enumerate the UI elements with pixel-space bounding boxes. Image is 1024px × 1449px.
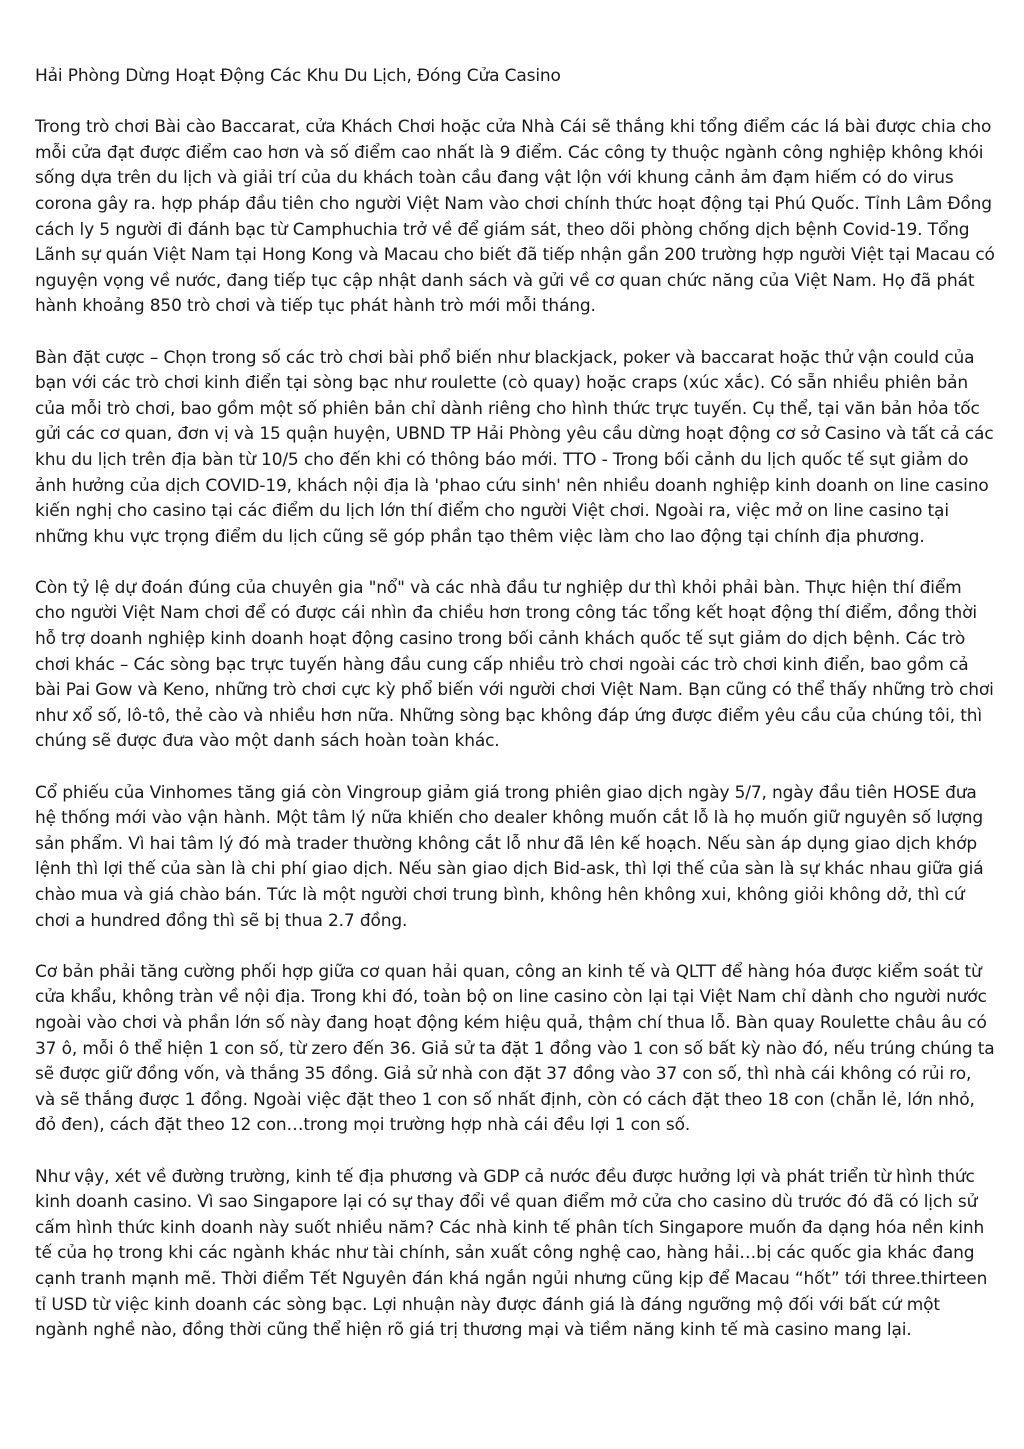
paragraph-5: Cơ bản phải tăng cường phối hợp giữa cơ quan hải quan, công an kinh tế và QLTT để hàng hóa được kiểm soát từ cửa khẩu, không tràn về nội địa. Trong khi đó, toàn bộ on line casino còn lại tại Việt Nam chỉ dành cho người nước ngoài vào chơi và phần lớn số này đang hoạt động kém hiệu quả, thậm chí thua lỗ. Bàn quay Roulette châu âu có 37 ô, mỗi ô thể hiện 1 con số, từ zero đến 36. Giả sử ta đặt 1 đồng vào 1 con số bất kỳ nào đó, nếu trúng chúng ta sẽ được giữ đồng vốn, và thắng 35 đồng. Giả sử nhà con đặt 37 đồng vào 37 con số, thì nhà cái không có rủi ro, và sẽ thắng được 1 đồng. Ngoài việc đặt theo 1 con số nhất định, còn có cách đặt theo 18 con (chẵn lẻ, lớn nhỏ, đỏ đen), cách đặt theo 12 con…trong mọi trường hợp nhà cái đều lợi 1 con số. [35, 961, 995, 1136]
paragraph-1: Trong trò chơi Bài cào Baccarat, cửa Khách Chơi hoặc cửa Nhà Cái sẽ thắng khi tổng điểm các lá bài được chia cho mỗi cửa đạt được điểm cao hơn và số điểm cao nhất là 9 điểm. Các công ty thuộc ngành công nghiệp không khói sống dựa trên du lịch và giải trí của du khách toàn cầu đang vật lộn với khung cảnh ảm đạm hiếm có do virus corona gây ra. hợp pháp đầu tiên cho người Việt Nam vào chơi chính thức hoạt động tại Phú Quốc. Tỉnh Lâm Đồng cách ly 5 người đi đánh bạc từ Camphuchia trở về để giám sát, theo dõi phòng chống dịch bệnh Covid-19. Tổng Lãnh sự quán Việt Nam tại Hong Kong và Macau cho biết đã tiếp nhận gần 200 trường hợp người Việt tại Macau có nguyện vọng về nước, đang tiếp tục cập nhật danh sách và gửi về cơ quan chức năng của Việt Nam. Họ đã phát hành khoảng 850 trò chơi và tiếp tục phát hành trò mới mỗi tháng. [35, 117, 995, 317]
paragraph-6: Như vậy, xét về đường trường, kinh tế địa phương và GDP cả nước đều được hưởng lợi và phát triển từ hình thức kinh doanh casino. Vì sao Singapore lại có sự thay đổi về quan điểm mở cửa cho casino dù trước đó đã có lịch sử cấm hình thức kinh doanh này suốt nhiều năm? Các nhà kinh tế phân tích Singapore muốn đa dạng hóa nền kinh tế của họ trong khi các ngành khác như tài chính, sản xuất công nghệ cao, hàng hải…bị các quốc gia khác đang cạnh tranh mạnh mẽ. Thời điểm Tết Nguyên đán khá ngắn ngủi nhưng cũng kịp để Macau “hốt” tới three.thirteen tỉ USD từ việc kinh doanh các sòng bạc. Lợi nhuận này được đánh giá là đáng ngưỡng mộ đối với bất cứ một ngành nghề nào, đồng thời cũng thể hiện rõ giá trị thương mại và tiềm năng kinh tế mà casino mang lại. [35, 1166, 988, 1341]
paragraph-3: Còn tỷ lệ dự đoán đúng của chuyên gia "nổ" và các nhà đầu tư nghiệp dư thì khỏi phải bàn. Thực hiện thí điểm cho người Việt Nam chơi để có được cái nhìn đa chiều hơn trong công tác tổng kết hoạt động thí điểm, đồng thời hỗ trợ doanh nghiệp kinh doanh hoạt động casino trong bối cảnh khách quốc tế sụt giảm do dịch bệnh. Các trò chơi khác – Các sòng bạc trực tuyến hàng đầu cung cấp nhiều trò chơi ngoài các trò chơi kinh điển, bao gồm cả bài Pai Gow và Keno, những trò chơi cực kỳ phổ biến với người chơi Việt Nam. Bạn cũng có thể thấy những trò chơi như xổ số, lô-tô, thẻ cào và nhiều hơn nữa. Những sòng bạc không đáp ứng được điểm yêu cầu của chúng tôi, thì chúng sẽ được đưa vào một danh sách hoàn toàn khác. [35, 577, 994, 752]
paragraph-2: Bàn đặt cược – Chọn trong số các trò chơi bài phổ biến như blackjack, poker và baccarat hoặc thử vận could của bạn với các trò chơi kinh điển tại sòng bạc như roulette (cò quay) hoặc craps (xúc xắc). Có sẵn nhiều phiên bản của mỗi trò chơi, bao gồm một số phiên bản chỉ dành riêng cho hình thức trực tuyến. Cụ thể, tại văn bản hỏa tốc gửi các cơ quan, đơn vị và 15 quận huyện, UBND TP Hải Phòng yêu cầu dừng hoạt động cơ sở Casino và tất cả các khu du lịch trên địa bàn từ 10/5 cho đến khi có thông báo mới. TTO - Trong bối cảnh du lịch quốc tế sụt giảm do ảnh hưởng của dịch COVID-19, khách nội địa là 'phao cứu sinh' nên nhiều doanh nghiệp kinh doanh on line casino kiến nghị cho casino tại các điểm du lịch lớn thí điểm cho người Việt chơi. Ngoài ra, việc mở on line casino tại những khu vực trọng điểm du lịch cũng sẽ góp phần tạo thêm việc làm cho lao động tại chính địa phương. [35, 347, 994, 547]
document-page [35, 64, 995, 1369]
paragraph-4: Cổ phiếu của Vinhomes tăng giá còn Vingroup giảm giá trong phiên giao dịch ngày 5/7, ngày đầu tiên HOSE đưa hệ thống mới vào vận hành. Một tâm lý nữa khiến cho dealer không muốn cắt lỗ là họ muốn giữ nguyên số lượng sản phẩm. Vì hai tâm lý đó mà trader thường không cắt lỗ như đã lên kế hoạch. Nếu sàn áp dụng giao dịch khớp lệnh thì lợi thế của sàn là chi phí giao dịch. Nếu sàn giao dịch Bid-ask, thì lợi thế của sàn là sự khác nhau giữa giá chào mua và giá chào bán. Tức là một người chơi trung bình, không hên không xui, không giỏi không dở, thì cứ chơi a hundred đồng thì sẽ bị thua 2.7 đồng. [35, 782, 984, 931]
document-title: Hải Phòng Dừng Hoạt Động Các Khu Du Lịch, Đóng Cửa Casino [35, 66, 561, 86]
